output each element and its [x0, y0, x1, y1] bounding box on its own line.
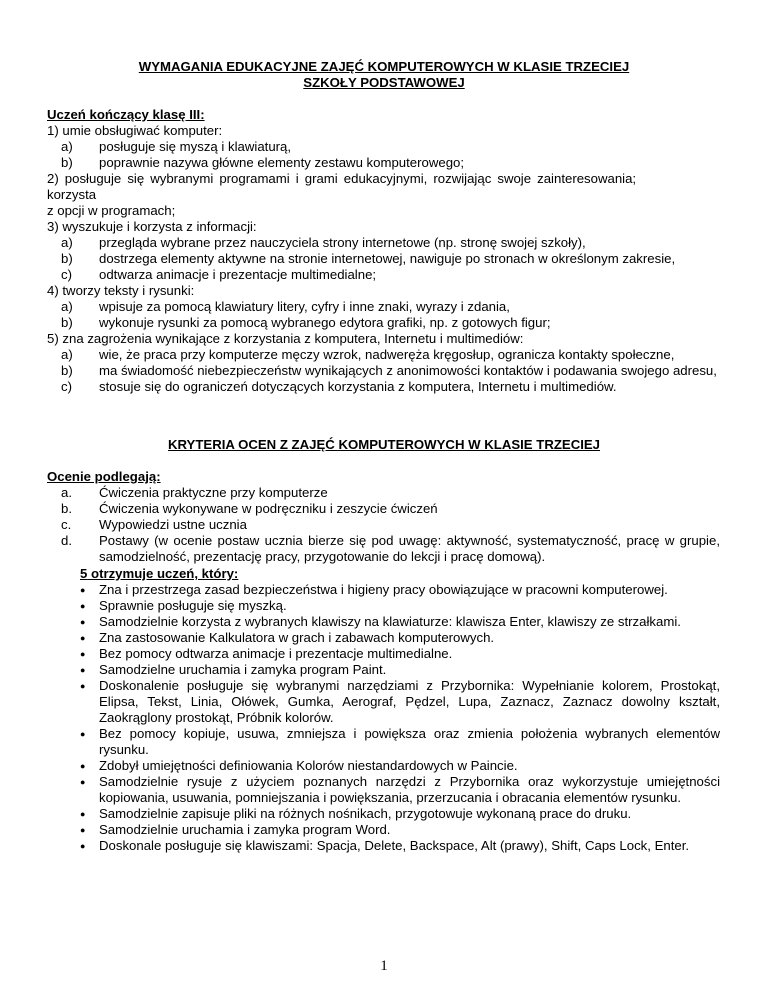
list-item: ● Samodzielnie rysuje z użyciem poznanych narzędzi z Przybornika oraz wykorzystuje umiejętności kopiowania, usuwania, pomniejszania i powiększania, przerzucania i obracania elementów rysunku. [80, 774, 720, 805]
list-item: c. Wypowiedzi ustne ucznia [61, 517, 247, 532]
list-item: ● Samodzielnie korzysta z wybranych klawiszy na klawiaturze: klawisza Enter, klawiszy ze strzałkami. [80, 614, 681, 629]
list-item: ● Bez pomocy kopiuje, usuwa, zmniejsza i powiększa oraz zmienia położenia wybranych elementów rysunku. [80, 726, 720, 757]
list-item: ● Doskonale posługuje się klawiszami: Spacja, Delete, Backspace, Alt (prawy), Shift, Caps Lock, Enter. [80, 838, 690, 853]
section-heading: Ocenie podlegają: [47, 469, 161, 484]
list-item: 5) zna zagrożenia wynikające z korzystania z komputera, Internetu i multimediów: [47, 331, 524, 346]
bullet-icon: ● [80, 761, 86, 771]
grade-heading-text: otrzymuje uczeń, który: [87, 566, 239, 581]
bullet-icon: ● [80, 649, 86, 659]
list-item: 2) posługuje się wybranymi programami i grami edukacyjnymi, rozwijając swoje zainteresowania; [47, 171, 637, 186]
list-item: 3) wyszukuje i korzysta z informacji: [47, 219, 257, 234]
grade-5-section [80, 566, 720, 854]
list-item: ● Samodzielne uruchamia i zamyka program Paint. [80, 662, 387, 677]
list-item: ● Samodzielnie uruchamia i zamyka program Word. [80, 822, 391, 837]
list-item: ● Zna i przestrzega zasad bezpieczeństwa i higieny pracy obowiązujące w pracowni komputerowej. [80, 582, 668, 597]
list-item: ● Samodzielnie zapisuje pliki na różnych nośnikach, przygotowuje wykonaną prace do druku. [80, 806, 632, 821]
list-item-continued: z opcji w programach; [47, 203, 176, 218]
list-item: b. Ćwiczenia wykonywane w podręczniku i zeszycie ćwiczeń [61, 501, 438, 516]
page-number: 1 [380, 958, 388, 974]
bullet-icon: ● [80, 825, 86, 835]
list-item-continued: korzysta [47, 187, 97, 202]
bullet-icon: ● [80, 617, 86, 627]
grade-heading [80, 566, 720, 582]
bullet-icon: ● [80, 729, 86, 739]
requirements-section [47, 107, 720, 395]
list-item: ● Bez pomocy odtwarza animacje i prezentacje multimedialne. [80, 646, 453, 661]
section-heading: Uczeń kończący klasę III: [47, 107, 205, 122]
document-title-line1: WYMAGANIA EDUKACYJNE ZAJĘĆ KOMPUTEROWYCH W KLASIE TRZECIEJ [138, 59, 630, 74]
grade-number: 5 [80, 566, 88, 581]
bullet-icon: ● [80, 665, 86, 675]
bullet-icon: ● [80, 841, 86, 851]
list-item: 1) umie obsługiwać komputer: [47, 123, 223, 138]
bullet-icon: ● [80, 809, 86, 819]
document-title [0, 59, 768, 91]
list-item: 4) tworzy teksty i rysunki: [47, 283, 195, 298]
grade-5-list [80, 582, 720, 854]
section-title: KRYTERIA OCEN Z ZAJĘĆ KOMPUTEROWYCH W KLASIE TRZECIEJ [167, 437, 601, 452]
list-item: a) posługuje się myszą i klawiaturą, [61, 139, 292, 154]
bullet-icon: ● [80, 777, 86, 787]
bullet-icon: ● [80, 633, 86, 643]
list-item: c) stosuje się do ograniczeń dotyczących korzystania z komputera, Internetu i multimediów. [61, 379, 617, 394]
bullet-icon: ● [80, 601, 86, 611]
list-item: a) przegląda wybrane przez nauczyciela strony internetowe (np. stronę swojej szkoły), [61, 235, 586, 250]
list-item: ● Sprawnie posługuje się myszką. [80, 598, 287, 613]
criteria-section [47, 469, 720, 565]
list-item: b) poprawnie nazywa główne elementy zestawu komputerowego; [61, 155, 465, 170]
list-item: a. Ćwiczenia praktyczne przy komputerze [61, 485, 328, 500]
list-item: b) wykonuje rysunki za pomocą wybranego edytora grafiki, np. z gotowych figur; [61, 315, 551, 330]
bullet-icon: ● [80, 585, 86, 595]
list-item: a) wpisuje za pomocą klawiatury litery, cyfry i inne znaki, wyrazy i zdania, [61, 299, 510, 314]
list-item: b) ma świadomość niebezpieczeństw wynikających z anonimowości kontaktów i podawania swojego adresu, [61, 363, 717, 378]
bullet-icon: ● [80, 681, 86, 691]
list-item: ● Doskonalenie posługuje się wybranymi narzędziami z Przybornika: Wypełnianie kolorem, Prostokąt, Elipsa, Tekst, Linia, Ołówek, Gumka, Aerograf, Pędzel, Lupa, Zaznacz, Zaznacz dowolny kształt, Zaokrąglony prostokąt, Próbnik kolorów. [80, 678, 720, 725]
document-title-line2: SZKOŁY PODSTAWOWEJ [303, 75, 465, 90]
list-item: c) odtwarza animacje i prezentacje multimedialne; [61, 267, 377, 282]
list-item: d. Postawy (w ocenie postaw ucznia bierze się pod uwagę: aktywność, systematyczność, pracę w grupie, samodzielność, prezentację pracy, przygotowanie do lekcji i pracę domową). [61, 533, 720, 564]
list-item: b) dostrzega elementy aktywne na stronie internetowej, nawiguje po stronach w określonym zakresie, [61, 251, 676, 266]
list-item: ● Zdobył umiejętności definiowania Kolorów niestandardowych w Paincie. [80, 758, 518, 773]
list-item: a) wie, że praca przy komputerze męczy wzrok, nadweręża kręgosłup, ogranicza kontakty społeczne, [61, 347, 675, 362]
list-item: ● Zna zastosowanie Kalkulatora w grach i zabawach komputerowych. [80, 630, 495, 645]
